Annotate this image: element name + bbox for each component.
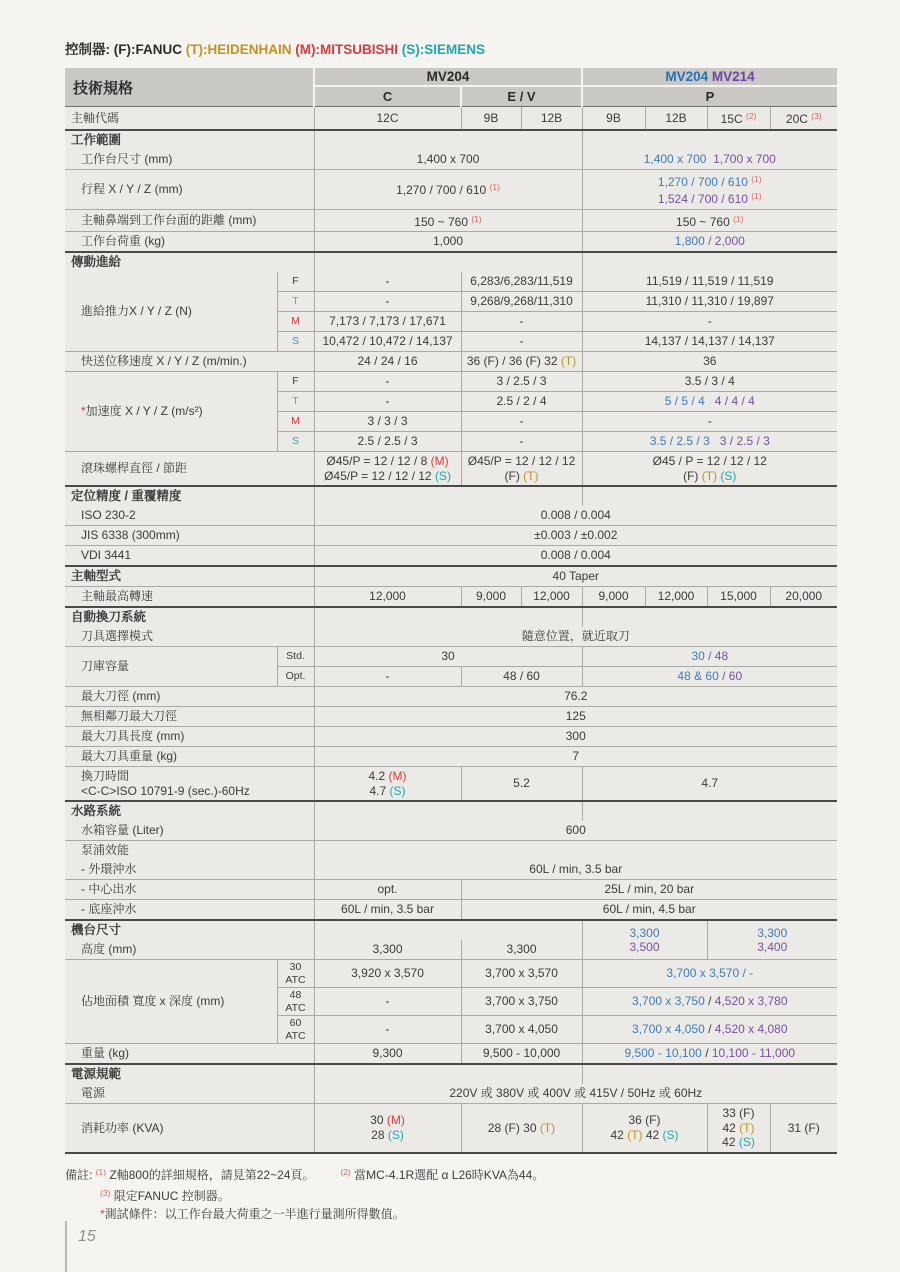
row-label: 最大刀具重量 (kg) [65,747,314,767]
cell-value: - [461,312,582,332]
group-mv204-label: MV204 [665,69,709,84]
row-sublabel: S [277,332,314,352]
row-feed-thrust-f [65,272,837,292]
cell-value: 3,700 x 3,750 [461,988,582,1016]
cell-value: 3.5 / 3 / 4 [582,372,837,392]
cell-value: 11,310 / 11,310 / 19,897 [582,292,837,312]
cell-value: 300 [314,727,837,747]
cell-value: 1,270 / 700 / 610 $^{(1)}$ 1,524 / 700 / 610 $^{(1)}$ [582,169,837,209]
cell-value: 3 / 2.5 / 3 [461,372,582,392]
cell-value: 36 (F) / 36 (F) 32 (T) [461,352,582,372]
section-label: 工作範圍 [65,130,314,150]
row-label: *加速度 X / Y / Z (m/s²) [65,372,277,452]
row-through-spindle-coolant [65,880,837,900]
cell-value: 7,173 / 7,173 / 17,671 [314,312,461,332]
section-work-range [65,130,837,150]
cell-value: 12B [521,107,582,130]
cell-value [582,252,837,272]
cell-value: ±0.003 / ±0.002 [314,526,837,546]
row-label: - 外環沖水 [65,860,314,880]
cell-value: 9,268/9,268/11,310 [461,292,582,312]
row-label: ISO 230-2 [65,506,314,526]
row-power-consumption [65,1104,837,1153]
row-vdi-3441 [65,546,837,567]
cell-value: 0.008 / 0.004 [314,546,837,567]
row-jis-6338 [65,526,837,546]
row-pump-performance [65,841,837,861]
cell-value: 3,700 x 4,050 / 4,520 x 4,080 [582,1016,837,1044]
footnote-1-text: Z軸800的詳細規格，請見第22~24頁。 [106,1167,315,1182]
cell-value: 48 & 60 / 60 [582,667,837,687]
cell-value: 4.2 (M) 4.7 (S) [314,767,461,802]
cell-value: 1,000 [314,232,582,253]
row-ballscrew [65,452,837,487]
footnotes [65,1163,837,1223]
cell-value: 12B [645,107,707,130]
row-sublabel: 30 ATC [277,960,314,988]
cell-value: 3,300 3,500 [582,920,707,960]
row-label: 滾珠螺桿直徑 / 節距 [65,452,314,487]
cell-value: 20,000 [770,587,837,608]
cell-value: 3,700 x 3,750 / 4,520 x 3,780 [582,988,837,1016]
row-label: 主軸代碼 [65,107,314,130]
cell-value: 9B [461,107,521,130]
cell-value: 9,000 [582,587,645,608]
row-spindle-nose-distance [65,209,837,232]
footnote-prefix: 備註: [65,1167,96,1182]
row-max-tool-dia-adjacent-empty [65,707,837,727]
row-label: VDI 3441 [65,546,314,567]
cell-value: 3,300 [314,940,461,960]
footnote-line-2 [65,1184,837,1205]
cell-value: 12,000 [521,587,582,608]
column-group-mv204: MV204 [314,68,582,86]
cell-value: - [314,292,461,312]
row-spindle-code [65,107,837,130]
spec-title: 技術規格 [65,68,314,107]
cell-value: 6,283/6,283/11,519 [461,272,582,292]
row-label: 工作台荷重 (kg) [65,232,314,253]
row-label: 換刀時間 <C-C>ISO 10791-9 (sec.)-60Hz [65,767,314,802]
section-coolant [65,801,837,821]
cell-value: Ø45/P = 12 / 12 / 8 (M) Ø45/P = 12 / 12 / 12 (S) [314,452,461,487]
cell-value: - [582,312,837,332]
cell-value: 1,400 x 700 1,700 x 700 [582,150,837,170]
row-sublabel: F [277,372,314,392]
cell-value: 30 (M) 28 (S) [314,1104,461,1153]
spec-table [65,68,837,1154]
cell-value: 30 [314,647,582,667]
row-sublabel: S [277,432,314,452]
row-label: 重量 (kg) [65,1044,314,1065]
footnote-2-marker: (2) [340,1166,351,1177]
cell-value: 10,472 / 10,472 / 14,137 [314,332,461,352]
page-edge-rule [65,1221,67,1272]
cell-value: 2.5 / 2 / 4 [461,392,582,412]
header-row-groups [65,68,837,86]
row-table-size [65,150,837,170]
cell-value: opt. [314,880,461,900]
row-label: 最大刀具長度 (mm) [65,727,314,747]
row-label: 主軸鼻端到工作台面的距離 (mm) [65,209,314,232]
cell-value: 3,700 x 3,570 / - [582,960,837,988]
cell-value: 12C [314,107,461,130]
row-label: 刀庫容量 [65,647,277,687]
row-rapid-traverse [65,352,837,372]
cell-value: - [314,392,461,412]
cell-value: 3,300 3,400 [707,920,837,960]
row-travel [65,169,837,209]
cell-value: 60L / min, 3.5 bar [314,860,837,880]
cell-value: - [582,412,837,432]
cell-value [582,486,837,506]
cell-value: 20C $^{(3)}$ [770,107,837,130]
row-label: 行程 X / Y / Z (mm) [65,169,314,209]
cell-value: 1,400 x 700 [314,150,582,170]
row-magazine-std [65,647,837,667]
cell-value: 3.5 / 2.5 / 3 3 / 2.5 / 3 [582,432,837,452]
row-iso-230-2 [65,506,837,526]
cell-value: Ø45/P = 12 / 12 / 12 (F) (T) [461,452,582,487]
cell-value [314,801,582,821]
cell-value [314,1064,582,1084]
cell-value: Ø45 / P = 12 / 12 / 12 (F) (T) (S) [582,452,837,487]
cell-value: 25L / min, 20 bar [461,880,837,900]
section-positioning-accuracy [65,486,837,506]
row-label: 電源 [65,1084,314,1104]
cell-value: 125 [314,707,837,727]
section-label: 機台尺寸 [65,920,314,940]
row-tool-change-time [65,767,837,802]
row-sublabel: F [277,272,314,292]
row-label: 工作台尺寸 (mm) [65,150,314,170]
row-label: JIS 6338 (300mm) [65,526,314,546]
cell-value: 36 (F) 42 (T) 42 (S) [582,1104,707,1153]
row-table-load [65,232,837,253]
subgroup-p: P [582,86,837,107]
legend-mitsubishi: (M):MITSUBISHI [295,42,402,57]
row-sublabel: M [277,312,314,332]
section-label: 電源規範 [65,1064,314,1084]
cell-value: 48 / 60 [461,667,582,687]
cell-value: - [461,432,582,452]
cell-value: 60L / min, 3.5 bar [314,900,461,921]
cell-value: 3,700 x 3,570 [461,960,582,988]
row-power-supply [65,1084,837,1104]
footnote-3-marker: (3) [100,1187,111,1198]
cell-value [582,130,837,150]
cell-value: 5.2 [461,767,582,802]
row-acceleration-f [65,372,837,392]
cell-value: 31 (F) [770,1104,837,1153]
footnote-star-text: 測試條件：以工作台最大荷重之一半進行量測所得數值。 [104,1206,405,1221]
cell-value: 9,300 [314,1044,461,1065]
cell-value: - [314,272,461,292]
cell-value [314,252,582,272]
footnote-2-text: 當MC-4.1R選配 α L26時KVA為44。 [350,1167,545,1182]
cell-value: 2.5 / 2.5 / 3 [314,432,461,452]
cell-value: 3,700 x 4,050 [461,1016,582,1044]
cell-value: 9,000 [461,587,521,608]
row-label: - 中心出水 [65,880,314,900]
section-label: 水路系統 [65,801,314,821]
cell-value: 28 (F) 30 (T) [461,1104,582,1153]
row-max-tool-weight [65,747,837,767]
cell-value: 9,500 - 10,100 / 10,100 - 11,000 [582,1044,837,1065]
cell-value: 4.7 [582,767,837,802]
row-max-tool-length [65,727,837,747]
cell-value [314,841,837,861]
legend-prefix: 控制器: [65,42,114,57]
row-sublabel: 48 ATC [277,988,314,1016]
row-tank-capacity [65,821,837,841]
cell-value: 220V 或 380V 或 400V 或 415V / 50Hz 或 60Hz [314,1084,837,1104]
column-group-mv204-mv214 [582,68,837,86]
row-label: 最大刀徑 (mm) [65,687,314,707]
cell-value [314,607,582,627]
footnote-1-marker: (1) [95,1166,107,1177]
section-label: 傳動進給 [65,252,314,272]
cell-value: - [314,372,461,392]
section-power [65,1064,837,1084]
row-label: 無相鄰刀最大刀徑 [65,707,314,727]
cell-value: 5 / 5 / 4 4 / 4 / 4 [582,392,837,412]
cell-value: - [461,412,582,432]
cell-value: 3,920 x 3,570 [314,960,461,988]
section-label: 自動換刀系統 [65,607,314,627]
controller-legend [65,38,837,58]
cell-value [582,801,837,821]
row-label: 主軸最高轉速 [65,587,314,608]
row-sublabel: T [277,292,314,312]
row-sublabel: T [277,392,314,412]
footnote-line-1 [65,1163,837,1184]
footnote-star-marker: * [100,1206,105,1221]
cell-value: - [314,988,461,1016]
row-label: 消耗功率 (KVA) [65,1104,314,1153]
subgroup-c: C [314,86,461,107]
row-label: - 底座沖水 [65,900,314,921]
cell-value [314,920,582,940]
cell-value: 15,000 [707,587,770,608]
cell-value: 0.008 / 0.004 [314,506,837,526]
row-label: 刀具選擇模式 [65,627,314,647]
cell-value: 150 ~ 760 $^{(1)}$ [582,209,837,232]
cell-value [582,1064,837,1084]
cell-value: - [314,667,461,687]
row-sublabel: Std. [277,647,314,667]
cell-value: 7 [314,747,837,767]
cell-value: 36 [582,352,837,372]
row-tool-selection [65,627,837,647]
section-machine-size [65,920,837,940]
cell-value [314,130,582,150]
cell-value: 76.2 [314,687,837,707]
section-atc [65,607,837,627]
cell-value: 9B [582,107,645,130]
cell-value: 12,000 [314,587,461,608]
footnote-line-3 [65,1205,837,1223]
cell-value: 600 [314,821,837,841]
cell-value [314,486,582,506]
section-label: 定位精度 / 重覆精度 [65,486,314,506]
page-number: 15 [78,1228,96,1245]
cell-value: 11,519 / 11,519 / 11,519 [582,272,837,292]
cell-value: 12,000 [645,587,707,608]
cell-value: - [314,1016,461,1044]
row-label: 佔地面積 寬度 x 深度 (mm) [65,960,277,1044]
legend-siemens: (S):SIEMENS [401,42,485,57]
row-sublabel: Opt. [277,667,314,687]
cell-value [582,607,837,627]
cell-value: 3 / 3 / 3 [314,412,461,432]
row-spindle-max-speed [65,587,837,608]
cell-value: 40 Taper [314,566,837,587]
row-label: 泵浦效能 [65,841,314,861]
row-label: 高度 (mm) [65,940,314,960]
cell-value: 14,137 / 14,137 / 14,137 [582,332,837,352]
cell-value: 3,300 [461,940,582,960]
subgroup-ev: E / V [461,86,582,107]
legend-fanuc: (F):FANUC [113,42,186,57]
cell-value: - [461,332,582,352]
row-label: 進給推力X / Y / Z (N) [65,272,277,352]
row-flood-coolant [65,860,837,880]
row-floor-space-30atc [65,960,837,988]
row-label: 快送位移速度 X / Y / Z (m/min.) [65,352,314,372]
legend-heidenhain: (T):HEIDENHAIN [185,42,296,57]
row-sublabel: M [277,412,314,432]
cell-value: 24 / 24 / 16 [314,352,461,372]
row-weight [65,1044,837,1065]
cell-value: 30 / 48 [582,647,837,667]
section-label: 主軸型式 [65,566,314,587]
footnote-3-text: 限定FANUC 控制器。 [110,1188,230,1203]
cell-value: 隨意位置，就近取刀 [314,627,837,647]
row-max-tool-dia [65,687,837,707]
cell-value: 9,500 - 10,000 [461,1044,582,1065]
cell-value: 150 ~ 760 $^{(1)}$ [314,209,582,232]
row-label: 水箱容量 (Liter) [65,821,314,841]
cell-value: 15C $^{(2)}$ [707,107,770,130]
group-mv214-label: MV214 [708,69,755,84]
row-sublabel: 60 ATC [277,1016,314,1044]
cell-value: 1,270 / 700 / 610 $^{(1)}$ [314,169,582,209]
cell-value: 33 (F) 42 (T) 42 (S) [707,1104,770,1153]
section-spindle-type [65,566,837,587]
cell-value: 1,800 / 2,000 [582,232,837,253]
cell-value: 60L / min, 4.5 bar [461,900,837,921]
row-base-coolant [65,900,837,921]
spec-table-body [65,107,837,1153]
section-drive-feed [65,252,837,272]
